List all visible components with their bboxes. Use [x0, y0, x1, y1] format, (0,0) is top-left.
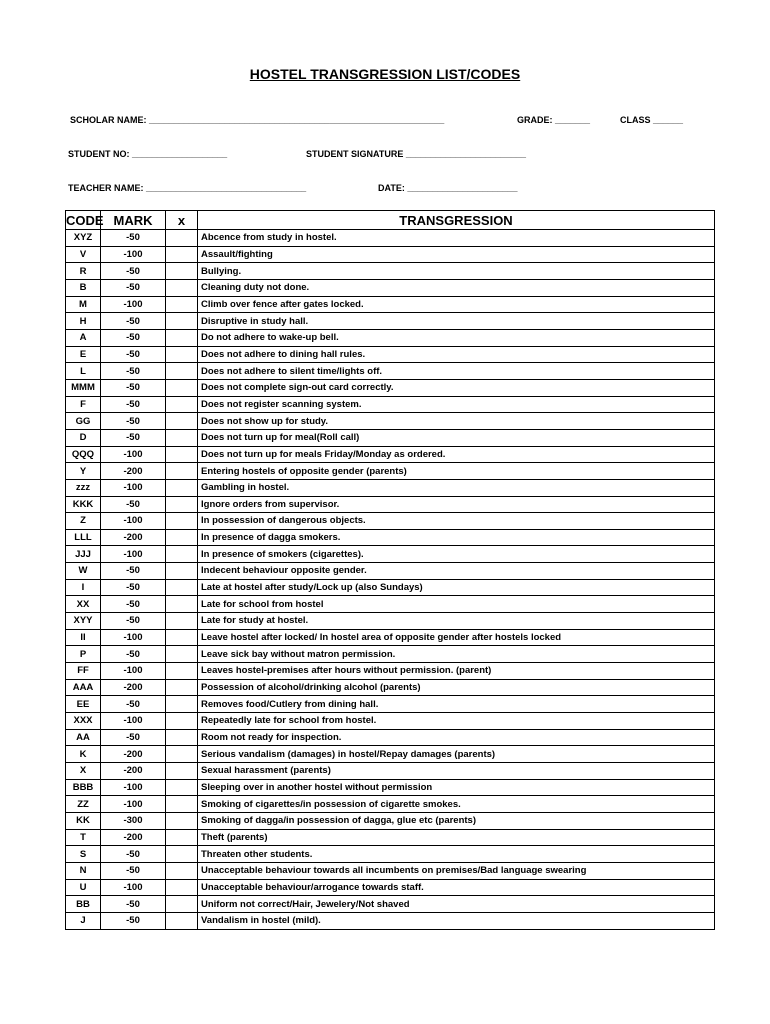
mark-cell: -50 [101, 862, 166, 879]
transgression-cell: Sexual harassment (parents) [198, 763, 715, 780]
mark-cell: -100 [101, 513, 166, 530]
table-row [66, 629, 715, 646]
table-row [66, 862, 715, 879]
mark-cell: -50 [101, 329, 166, 346]
table-row [66, 613, 715, 630]
x-cell [166, 763, 198, 780]
x-cell [166, 279, 198, 296]
code-cell: LLL [66, 529, 101, 546]
transgression-cell: Does not adhere to dining hall rules. [198, 346, 715, 363]
code-cell: JJJ [66, 546, 101, 563]
mark-cell: -200 [101, 463, 166, 480]
table-row [66, 496, 715, 513]
table-row [66, 296, 715, 313]
mark-cell: -50 [101, 646, 166, 663]
transgression-cell: Ignore orders from supervisor. [198, 496, 715, 513]
code-cell: W [66, 563, 101, 580]
table-row [66, 263, 715, 280]
transgression-cell: Theft (parents) [198, 829, 715, 846]
x-cell [166, 846, 198, 863]
mark-cell: -100 [101, 629, 166, 646]
transgression-cell: Do not adhere to wake-up bell. [198, 329, 715, 346]
mark-cell: -50 [101, 496, 166, 513]
x-cell [166, 363, 198, 380]
mark-cell: -200 [101, 679, 166, 696]
table-row [66, 279, 715, 296]
mark-cell: -100 [101, 879, 166, 896]
x-cell [166, 896, 198, 913]
mark-cell: -50 [101, 912, 166, 929]
table-header-row [66, 211, 715, 230]
x-cell [166, 696, 198, 713]
mark-cell: -50 [101, 846, 166, 863]
code-cell: AAA [66, 679, 101, 696]
transgression-cell: Repeatedly late for school from hostel. [198, 713, 715, 730]
x-cell [166, 563, 198, 580]
teacher-name-field: TEACHER NAME: ________________________________ [68, 183, 307, 193]
mark-cell: -100 [101, 546, 166, 563]
transgression-cell: Does not complete sign-out card correctly. [198, 379, 715, 396]
page-title: HOSTEL TRANSGRESSION LIST/CODES [249, 66, 521, 82]
table-row [66, 846, 715, 863]
mark-cell: -200 [101, 529, 166, 546]
code-cell: XYY [66, 613, 101, 630]
code-cell: KK [66, 812, 101, 829]
code-cell: R [66, 263, 101, 280]
transgression-cell: Smoking of cigarettes/in possession of cigarette smokes. [198, 796, 715, 813]
student-no-field: STUDENT NO: ___________________ [68, 149, 228, 159]
code-cell: Y [66, 463, 101, 480]
table-row [66, 912, 715, 929]
mark-cell: -50 [101, 596, 166, 613]
code-cell: J [66, 912, 101, 929]
transgression-cell: Leave hostel after locked/ In hostel area of opposite gender after hostels locked [198, 629, 715, 646]
table-row [66, 246, 715, 263]
transgression-cell: Cleaning duty not done. [198, 279, 715, 296]
transgression-cell: In presence of dagga smokers. [198, 529, 715, 546]
table-row [66, 346, 715, 363]
table-row [66, 379, 715, 396]
code-cell: XYZ [66, 230, 101, 247]
table-row [66, 729, 715, 746]
transgression-cell: Abcence from study in hostel. [198, 230, 715, 247]
transgression-cell: Uniform not correct/Hair, Jewelery/Not shaved [198, 896, 715, 913]
x-cell [166, 230, 198, 247]
header-mark: MARK [101, 211, 166, 230]
mark-cell: -100 [101, 246, 166, 263]
x-cell [166, 429, 198, 446]
code-cell: XX [66, 596, 101, 613]
x-cell [166, 296, 198, 313]
mark-cell: -50 [101, 563, 166, 580]
x-cell [166, 529, 198, 546]
header-x: x [166, 211, 198, 230]
x-cell [166, 463, 198, 480]
transgression-cell: In presence of smokers (cigarettes). [198, 546, 715, 563]
transgression-cell: Climb over fence after gates locked. [198, 296, 715, 313]
transgression-cell: Unacceptable behaviour towards all incumbents on premises/Bad language swearing [198, 862, 715, 879]
table-row [66, 363, 715, 380]
code-cell: M [66, 296, 101, 313]
mark-cell: -100 [101, 296, 166, 313]
table-row [66, 746, 715, 763]
x-cell [166, 812, 198, 829]
x-cell [166, 679, 198, 696]
code-cell: T [66, 829, 101, 846]
code-cell: S [66, 846, 101, 863]
code-cell: zzz [66, 479, 101, 496]
transgression-cell: Disruptive in study hall. [198, 313, 715, 330]
mark-cell: -50 [101, 346, 166, 363]
table-row [66, 696, 715, 713]
transgression-cell: Bullying. [198, 263, 715, 280]
transgression-cell: Entering hostels of opposite gender (parents) [198, 463, 715, 480]
x-cell [166, 379, 198, 396]
x-cell [166, 779, 198, 796]
mark-cell: -100 [101, 779, 166, 796]
mark-cell: -50 [101, 279, 166, 296]
code-cell: QQQ [66, 446, 101, 463]
x-cell [166, 646, 198, 663]
mark-cell: -50 [101, 429, 166, 446]
mark-cell: -100 [101, 446, 166, 463]
transgression-table [65, 210, 715, 930]
table-row [66, 529, 715, 546]
code-cell: B [66, 279, 101, 296]
table-row [66, 313, 715, 330]
table-row [66, 413, 715, 430]
code-cell: MMM [66, 379, 101, 396]
x-cell [166, 729, 198, 746]
grade-field: GRADE: _______ [517, 115, 591, 125]
x-cell [166, 396, 198, 413]
table-row [66, 796, 715, 813]
x-cell [166, 313, 198, 330]
code-cell: ZZ [66, 796, 101, 813]
x-cell [166, 263, 198, 280]
mark-cell: -100 [101, 796, 166, 813]
x-cell [166, 513, 198, 530]
transgression-cell: Late at hostel after study/Lock up (also Sundays) [198, 579, 715, 596]
x-cell [166, 579, 198, 596]
x-cell [166, 829, 198, 846]
mark-cell: -100 [101, 479, 166, 496]
x-cell [166, 546, 198, 563]
code-cell: KKK [66, 496, 101, 513]
transgression-cell: Does not adhere to silent time/lights off. [198, 363, 715, 380]
code-cell: H [66, 313, 101, 330]
table-row [66, 446, 715, 463]
code-cell: AA [66, 729, 101, 746]
x-cell [166, 329, 198, 346]
transgression-cell: Does not turn up for meals Friday/Monday as ordered. [198, 446, 715, 463]
x-cell [166, 746, 198, 763]
x-cell [166, 413, 198, 430]
transgression-cell: Indecent behaviour opposite gender. [198, 563, 715, 580]
table-row [66, 546, 715, 563]
table-row [66, 230, 715, 247]
mark-cell: -50 [101, 613, 166, 630]
x-cell [166, 663, 198, 680]
table-row [66, 829, 715, 846]
mark-cell: -50 [101, 230, 166, 247]
class-field: CLASS ______ [620, 115, 684, 125]
transgression-cell: Serious vandalism (damages) in hostel/Repay damages (parents) [198, 746, 715, 763]
transgression-cell: Sleeping over in another hostel without permission [198, 779, 715, 796]
mark-cell: -50 [101, 396, 166, 413]
transgression-cell: Assault/fighting [198, 246, 715, 263]
code-cell: BBB [66, 779, 101, 796]
transgression-cell: Removes food/Cutlery from dining hall. [198, 696, 715, 713]
table-row [66, 713, 715, 730]
mark-cell: -50 [101, 729, 166, 746]
code-cell: D [66, 429, 101, 446]
code-cell: XXX [66, 713, 101, 730]
x-cell [166, 246, 198, 263]
transgression-cell: Room not ready for inspection. [198, 729, 715, 746]
table-row [66, 463, 715, 480]
x-cell [166, 912, 198, 929]
table-row [66, 763, 715, 780]
mark-cell: -100 [101, 663, 166, 680]
header-code: CODE [66, 212, 104, 228]
x-cell [166, 346, 198, 363]
code-cell: E [66, 346, 101, 363]
table-row [66, 646, 715, 663]
mark-cell: -50 [101, 313, 166, 330]
code-cell: L [66, 363, 101, 380]
code-cell: K [66, 746, 101, 763]
code-cell: F [66, 396, 101, 413]
code-cell: X [66, 763, 101, 780]
table-row [66, 513, 715, 530]
table-row [66, 779, 715, 796]
transgression-cell: Vandalism in hostel (mild). [198, 912, 715, 929]
mark-cell: -50 [101, 263, 166, 280]
transgression-cell: Late for study at hostel. [198, 613, 715, 630]
transgression-cell: Possession of alcohol/drinking alcohol (parents) [198, 679, 715, 696]
table-row [66, 596, 715, 613]
mark-cell: -50 [101, 579, 166, 596]
code-cell: I [66, 579, 101, 596]
x-cell [166, 796, 198, 813]
transgression-cell: Leaves hostel-premises after hours without permission. (parent) [198, 663, 715, 680]
transgression-cell: Does not register scanning system. [198, 396, 715, 413]
mark-cell: -50 [101, 379, 166, 396]
code-cell: V [66, 246, 101, 263]
x-cell [166, 862, 198, 879]
transgression-cell: Smoking of dagga/in possession of dagga, glue etc (parents) [198, 812, 715, 829]
table-row [66, 679, 715, 696]
transgression-cell: Does not show up for study. [198, 413, 715, 430]
header-transgression: TRANSGRESSION [198, 211, 715, 230]
x-cell [166, 613, 198, 630]
mark-cell: -50 [101, 363, 166, 380]
mark-cell: -200 [101, 763, 166, 780]
table-row [66, 429, 715, 446]
code-cell: BB [66, 896, 101, 913]
x-cell [166, 596, 198, 613]
mark-cell: -50 [101, 413, 166, 430]
code-cell: GG [66, 413, 101, 430]
x-cell [166, 496, 198, 513]
code-cell: EE [66, 696, 101, 713]
table-row [66, 479, 715, 496]
table-row [66, 579, 715, 596]
mark-cell: -200 [101, 746, 166, 763]
transgression-cell: Unacceptable behaviour/arrogance towards staff. [198, 879, 715, 896]
code-cell: A [66, 329, 101, 346]
student-signature-field: STUDENT SIGNATURE ________________________ [306, 149, 526, 159]
x-cell [166, 446, 198, 463]
code-cell: II [66, 629, 101, 646]
x-cell [166, 879, 198, 896]
code-cell: P [66, 646, 101, 663]
code-cell: Z [66, 513, 101, 530]
transgression-cell: Late for school from hostel [198, 596, 715, 613]
mark-cell: -300 [101, 812, 166, 829]
transgression-cell: Does not turn up for meal(Roll call) [198, 429, 715, 446]
table-row [66, 329, 715, 346]
mark-cell: -50 [101, 696, 166, 713]
transgression-cell: In possession of dangerous objects. [198, 513, 715, 530]
x-cell [166, 629, 198, 646]
table-row [66, 896, 715, 913]
mark-cell: -50 [101, 896, 166, 913]
date-field: DATE: ______________________ [378, 183, 518, 193]
table-row [66, 663, 715, 680]
mark-cell: -200 [101, 829, 166, 846]
mark-cell: -100 [101, 713, 166, 730]
code-cell: FF [66, 663, 101, 680]
transgression-cell: Leave sick bay without matron permission. [198, 646, 715, 663]
table-row [66, 396, 715, 413]
x-cell [166, 479, 198, 496]
code-cell: N [66, 862, 101, 879]
transgression-cell: Gambling in hostel. [198, 479, 715, 496]
code-cell: U [66, 879, 101, 896]
transgression-cell: Threaten other students. [198, 846, 715, 863]
table-row [66, 812, 715, 829]
table-row [66, 563, 715, 580]
table-row [66, 879, 715, 896]
scholar-name-field: SCHOLAR NAME: ___________________________________________________________ [70, 115, 445, 125]
x-cell [166, 713, 198, 730]
